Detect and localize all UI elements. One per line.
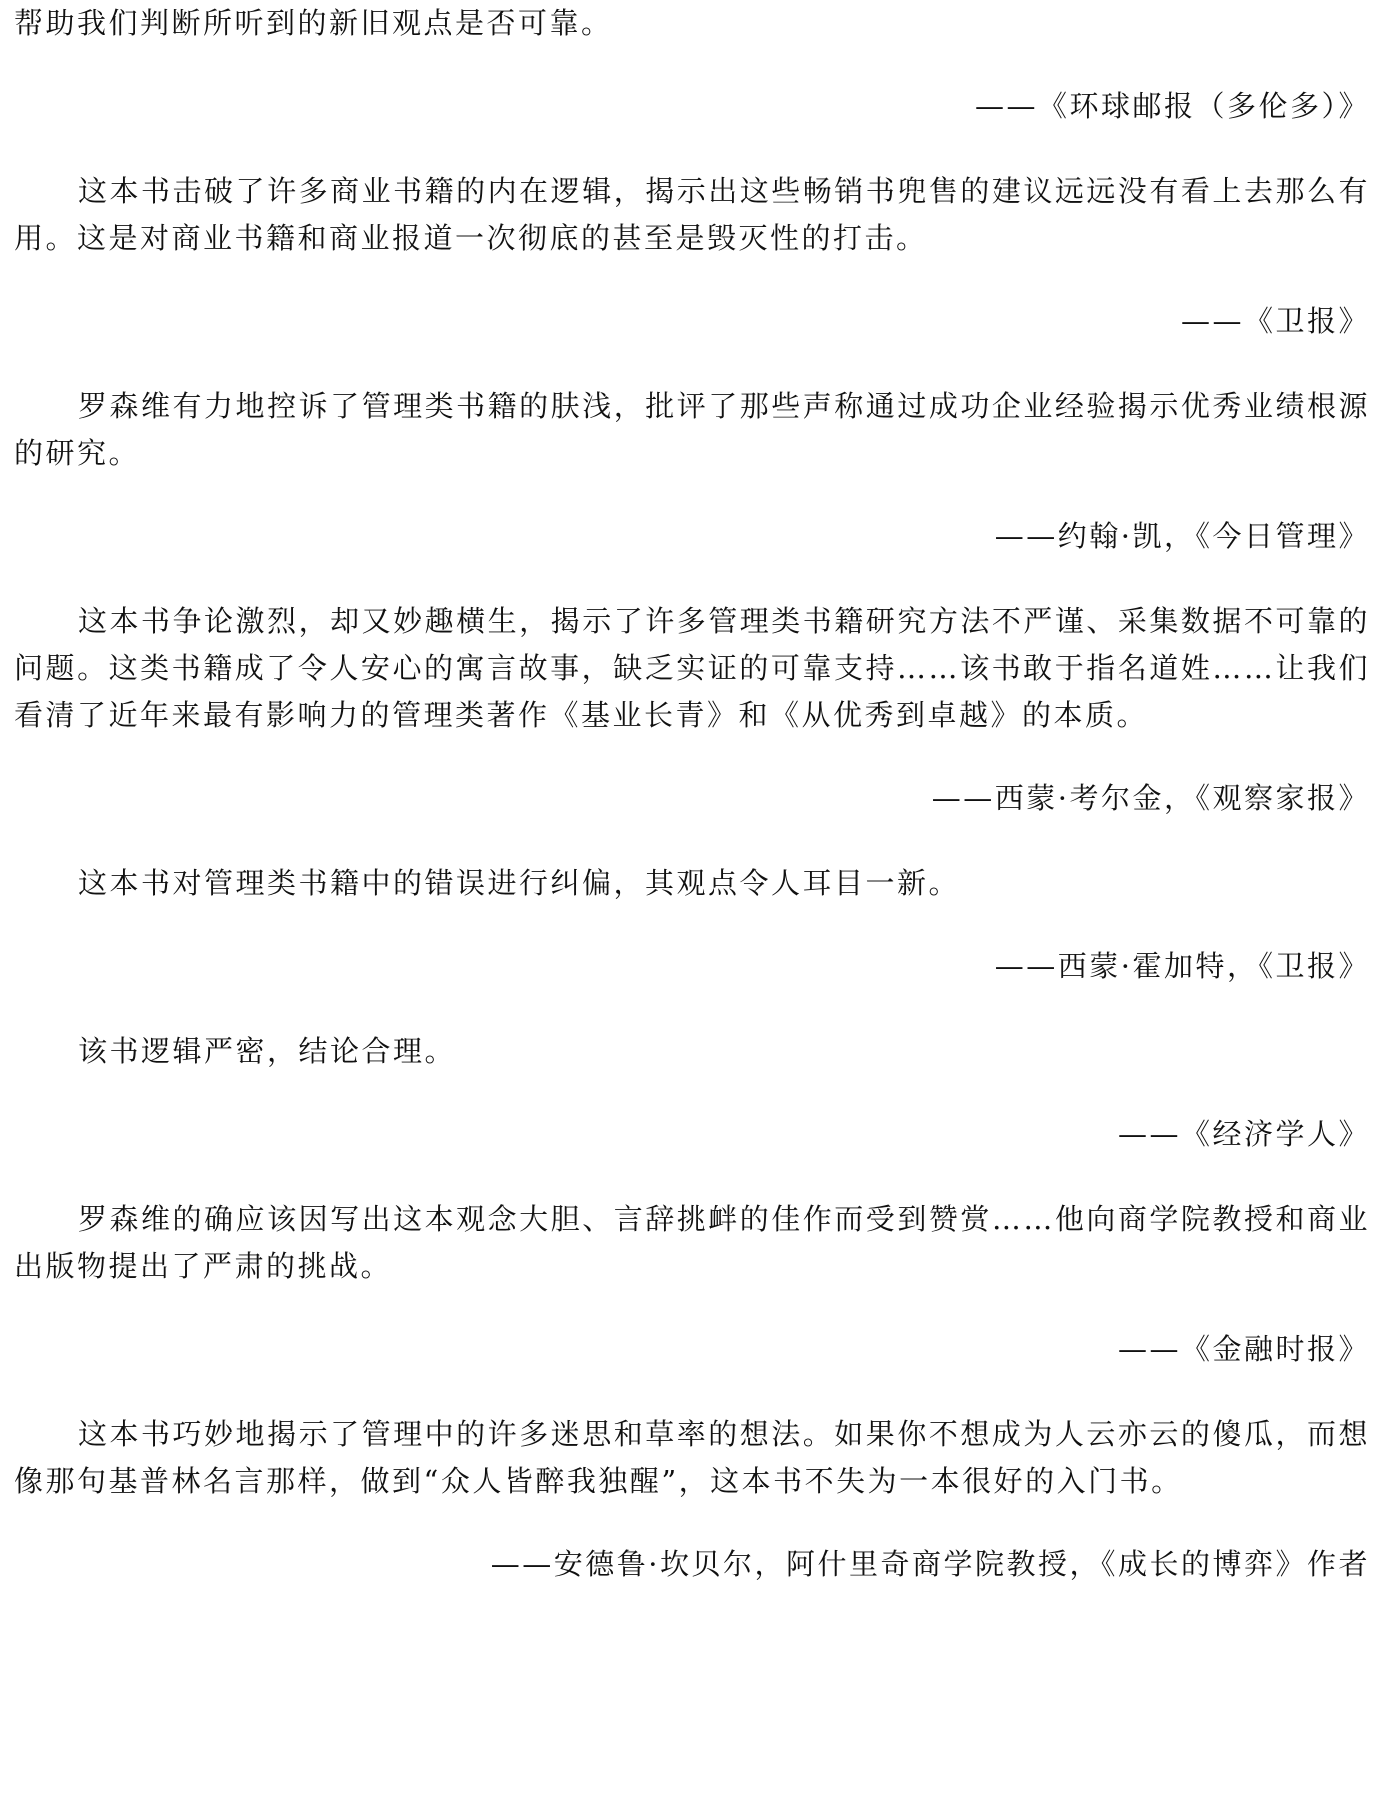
review-paragraph: 帮助我们判断所听到的新旧观点是否可靠。 bbox=[14, 6, 613, 40]
review-paragraph: 这本书争论激烈，却又妙趣横生，揭示了许多管理类书籍研究方法不严谨、采集数据不可靠的问题。这类书籍成了令人安心的寓言故事，缺乏实证的可靠支持……该书敢于指名道姓……让我们看清了近年来最有影响力的管理类著作《基业长青》和《从优秀到卓越》的本质。 bbox=[14, 604, 1370, 732]
review-attribution: ——西蒙·考尔金，《观察家报》 bbox=[931, 781, 1370, 815]
review-attribution: ——《经济学人》 bbox=[1117, 1117, 1370, 1151]
review-paragraph: 这本书对管理类书籍中的错误进行纠偏，其观点令人耳目一新。 bbox=[78, 866, 961, 900]
review-paragraph: 这本书击破了许多商业书籍的内在逻辑，揭示出这些畅销书兜售的建议远远没有看上去那么有用。这是对商业书籍和商业报道一次彻底的甚至是毁灭性的打击。 bbox=[14, 174, 1370, 255]
review-paragraph: 该书逻辑严密，结论合理。 bbox=[78, 1034, 457, 1068]
review-attribution: ——《环球邮报（多伦多）》 bbox=[974, 89, 1370, 123]
review-attribution: ——《金融时报》 bbox=[1117, 1332, 1370, 1366]
review-attribution: ——《卫报》 bbox=[1180, 304, 1370, 338]
review-paragraph: 罗森维的确应该因写出这本观念大胆、言辞挑衅的佳作而受到赞赏……他向商学院教授和商业出版物提出了严肃的挑战。 bbox=[14, 1202, 1370, 1283]
review-paragraph: 罗森维有力地控诉了管理类书籍的肤浅，批评了那些声称通过成功企业经验揭示优秀业绩根源的研究。 bbox=[14, 389, 1370, 470]
review-attribution: ——安德鲁·坎贝尔，阿什里奇商学院教授，《成长的博弈》作者 bbox=[490, 1547, 1370, 1581]
document-page bbox=[14, 0, 1370, 1588]
review-attribution: ——约翰·凯，《今日管理》 bbox=[994, 519, 1370, 553]
review-paragraph: 这本书巧妙地揭示了管理中的许多迷思和草率的想法。如果你不想成为人云亦云的傻瓜，而想像那句基普林名言那样，做到“众人皆醉我独醒”，这本书不失为一本很好的入门书。 bbox=[14, 1417, 1370, 1498]
review-attribution: ——西蒙·霍加特，《卫报》 bbox=[994, 949, 1370, 983]
